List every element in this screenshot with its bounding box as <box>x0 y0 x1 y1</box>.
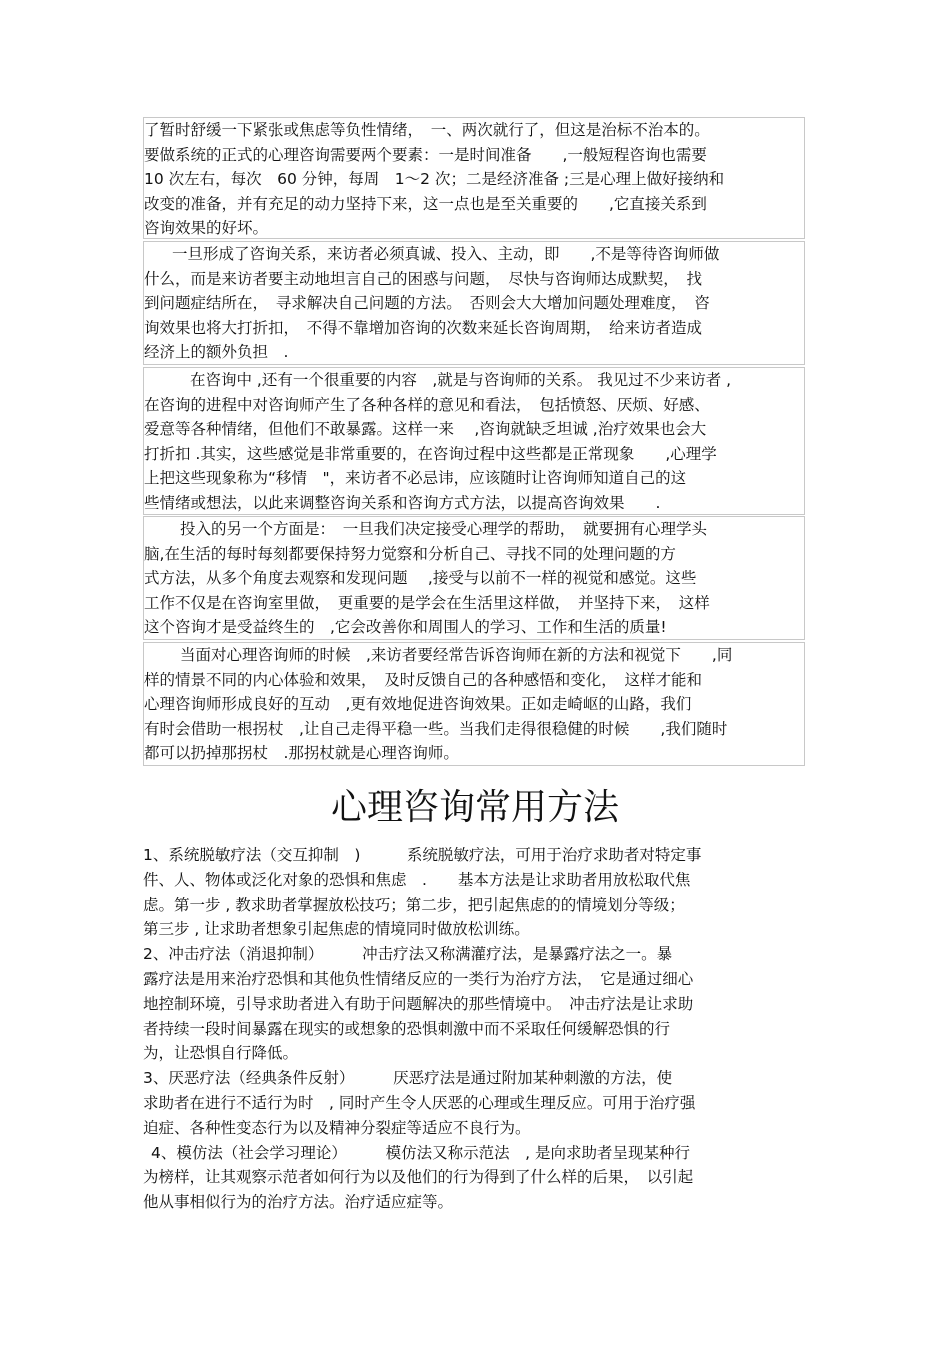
paragraph-line: 改变的准备，并有充足的动力坚持下来，这一点也是至关重要的 ,它直接关系到 <box>144 194 707 213</box>
paragraph-line: 在咨询的进程中对咨询师产生了各种各样的意见和看法， 包括愤怒、厌烦、好感、 <box>144 395 710 414</box>
method-line: 迫症、各种性变态行为以及精神分裂症等适应不良行为。 <box>143 1118 531 1137</box>
method-line: 第三步 , 让求助者想象引起焦虑的情境同时做放松训练。 <box>143 920 530 939</box>
paragraph-line: 些情绪或想法，以此来调整咨询关系和咨询方式方法，以提高咨询效果 . <box>144 493 661 512</box>
method-item-2 <box>143 942 813 1066</box>
paragraph-5 <box>143 642 805 766</box>
method-line: 2、冲击疗法（消退抑制） 冲击疗法又称满灌疗法，是暴露疗法之一。暴 <box>143 945 673 964</box>
paragraph-line: 都可以扔掉那拐杖 .那拐杖就是心理咨询师。 <box>144 744 459 763</box>
method-line: 为，让恐惧自行降低。 <box>143 1044 299 1063</box>
paragraph-line: 有时会借助一根拐杖 ,让自己走得平稳一些。当我们走得很稳健的时候 ,我们随时 <box>144 719 728 738</box>
method-line: 4、模仿法（社会学习理论） 模仿法又称示范法 , 是向求助者呈现某种行 <box>151 1143 690 1162</box>
paragraph-line: 上把这些现象称为“移情 "，来访者不必忌讳，应该随时让咨询师知道自己的这 <box>144 469 687 488</box>
paragraph-1 <box>143 117 805 239</box>
method-line: 1、系统脱敏疗法（交互抑制 ) 系统脱敏疗法，可用于治疗求助者对特定事 <box>143 846 702 864</box>
paragraph-line: 咨询效果的好坏。 <box>144 219 269 238</box>
method-line: 件、人、物体或泛化对象的恐惧和焦虑 . 基本方法是让求助者用放松取代焦 <box>143 870 691 889</box>
paragraph-line: 询效果也将大打折扣， 不得不靠增加咨询的次数来延长咨询周期， 给来访者造成 <box>144 318 703 337</box>
method-line: 3、厌恶疗法（经典条件反射） 厌恶疗法是通过附加某种刺激的方法，使 <box>143 1069 673 1088</box>
method-item-3 <box>143 1066 813 1140</box>
paragraph-line: 要做系统的正式的心理咨询需要两个要素：一是时间准备 ,一般短程咨询也需要 <box>144 145 707 164</box>
paragraph-4 <box>143 516 805 640</box>
paragraph-line: 爱意等各种情绪，但他们不敢暴露。这样一来 ,咨询就缺乏坦诚 ,治疗效果也会大 <box>144 420 707 439</box>
paragraph-line: 到问题症结所在， 寻求解决自己问题的方法。 否则会大大增加问题处理难度， 咨 <box>144 294 710 313</box>
paragraph-line: 投入的另一个方面是： 一旦我们决定接受心理学的帮助， 就要拥有心理学头 <box>180 520 708 538</box>
paragraph-line: 打折扣 .其实，这些感觉是非常重要的，在咨询过程中这些都是正常现象 ,心理学 <box>144 444 717 463</box>
method-line: 虑。第一步 , 教求助者掌握放松技巧；第二步，把引起焦虑的的情境划分等级； <box>143 895 685 914</box>
paragraph-line: 了暂时舒缓一下紧张或焦虑等负性情绪， 一、两次就行了，但这是治标不治本的。 <box>144 121 710 139</box>
methods-list <box>143 843 813 1215</box>
paragraph-line: 式方法，从多个角度去观察和发现问题 ,接受与以前不一样的视觉和感觉。这些 <box>144 569 697 588</box>
method-line: 露疗法是用来治疗恐惧和其他负性情绪反应的一类行为治疗方法， 它是通过细心 <box>143 969 694 988</box>
paragraph-line: 10 次左右，每次 60 分钟，每周 1～2 次；二是经济准备 ;三是心理上做好接纳和 <box>144 170 725 189</box>
paragraph-line: 这个咨询才是受益终生的 ,它会改善你和周围人的学习、工作和生活的质量! <box>144 618 667 637</box>
paragraph-line: 心理咨询师形成良好的互动 ,更有效地促进咨询效果。正如走崎岖的山路，我们 <box>144 695 692 714</box>
paragraph-3 <box>143 367 805 515</box>
method-line: 他从事相似行为的治疗方法。治疗适应症等。 <box>143 1193 454 1212</box>
method-item-4 <box>143 1141 813 1215</box>
paragraph-line: 什么，而是来访者要主动地坦言自己的困惑与问题， 尽快与咨询师达成默契， 找 <box>144 269 703 288</box>
paragraph-line: 工作不仅是在咨询室里做， 更重要的是学会在生活里这样做， 并坚持下来， 这样 <box>144 593 710 612</box>
method-line: 求助者在进行不适行为时 , 同时产生令人厌恶的心理或生理反应。可用于治疗强 <box>143 1093 696 1112</box>
paragraph-2 <box>143 241 805 365</box>
method-line: 者持续一段时间暴露在现实的或想象的恐惧刺激中而不采取任何缓解恐惧的行 <box>143 1019 671 1038</box>
section-title: 心理咨询常用方法 <box>330 787 619 828</box>
paragraph-line: 样的情景不同的内心体验和效果， 及时反馈自己的各种感悟和变化， 这样才能和 <box>144 670 703 689</box>
paragraph-line: 当面对心理咨询师的时候 ,来访者要经常告诉咨询师在新的方法和视觉下 ,同 <box>180 646 733 664</box>
paragraph-line: 经济上的额外负担 . <box>144 343 289 362</box>
method-line: 地控制环境，引导求助者进入有助于问题解决的那些情境中。 冲击疗法是让求助 <box>143 994 694 1013</box>
paragraph-line: 在咨询中 ,还有一个很重要的内容 ,就是与咨询师的关系。 我见过不少来访者 , <box>190 371 732 389</box>
paragraph-line: 一旦形成了咨询关系，来访者必须真诚、投入、主动，即 ,不是等待咨询师做 <box>172 245 720 263</box>
method-line: 为榜样，让其观察示范者如何行为以及他们的行为得到了什么样的后果， 以引起 <box>143 1168 694 1187</box>
paragraph-line: 脑,在生活的每时每刻都要保持努力觉察和分析自己、寻找不同的处理问题的方 <box>144 544 676 563</box>
method-item-1 <box>143 843 813 942</box>
